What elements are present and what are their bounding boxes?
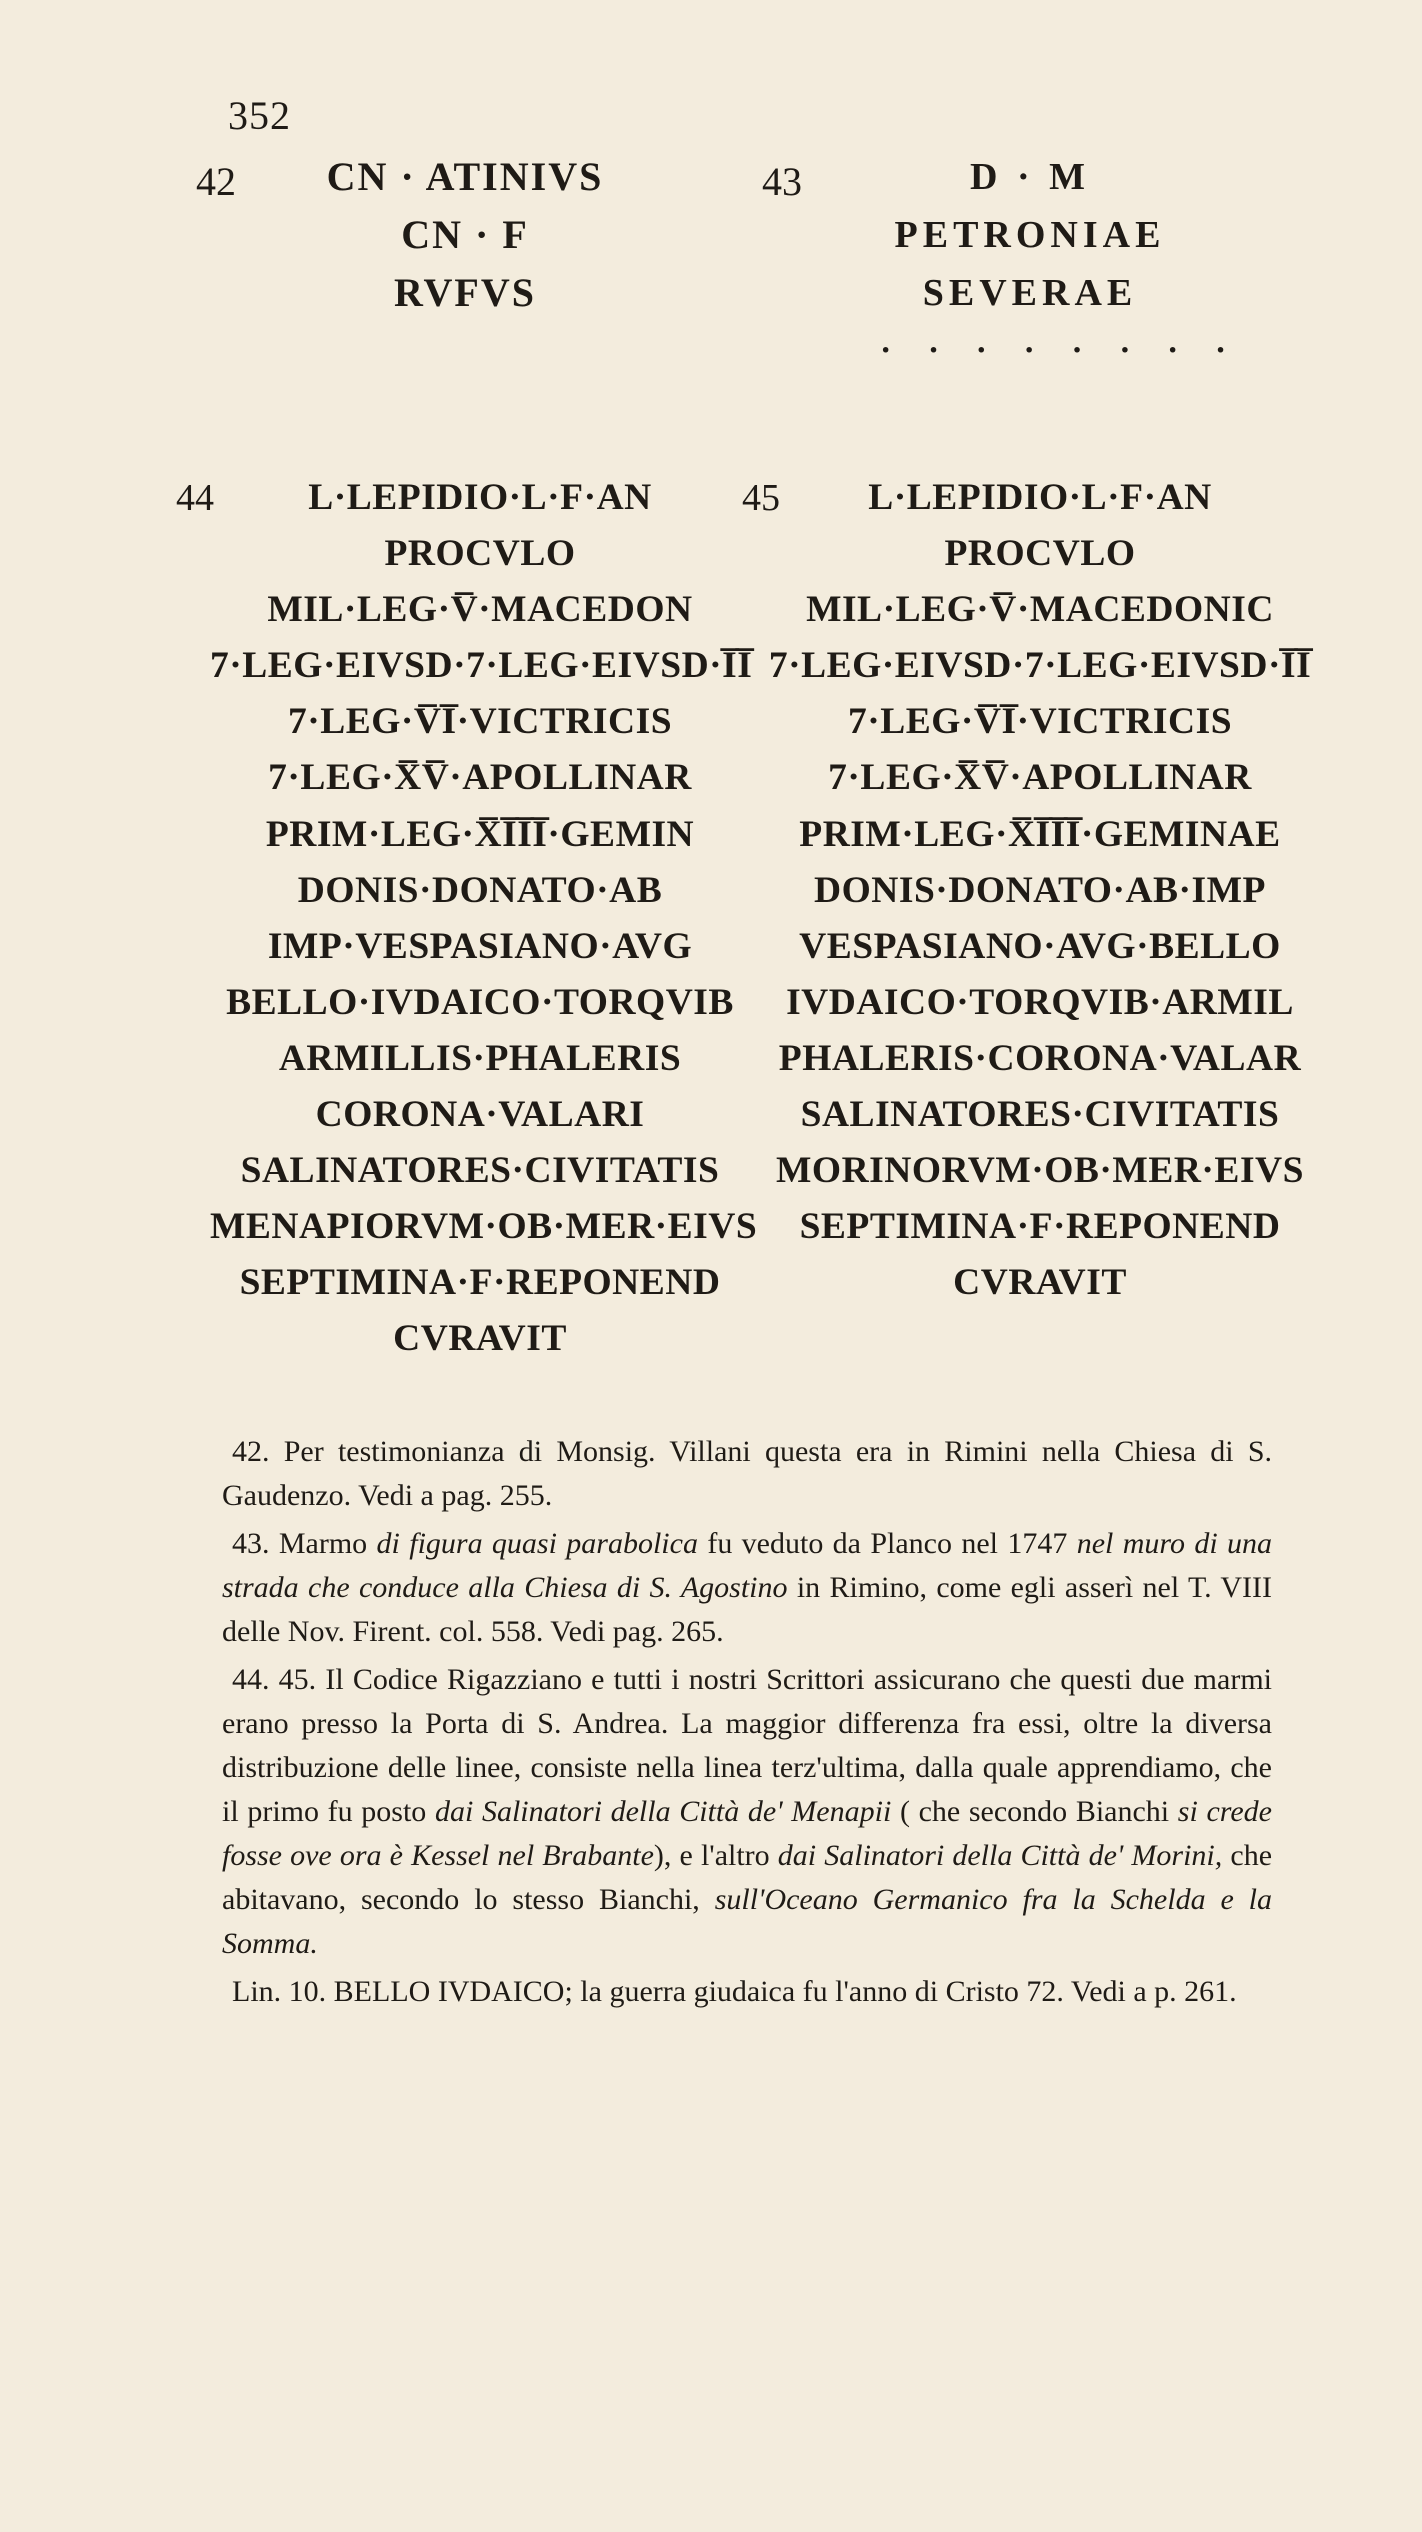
note-text: ( che secondo Bianchi: [899, 1795, 1170, 1828]
inscription-number-43: 43: [762, 159, 802, 204]
inscription-line: 7·LEG·V̅I̅·VICTRICIS: [287, 701, 673, 743]
note-43: [222, 1522, 1272, 1654]
inscription-line: IVDAICO·TORQVIB·ARMIL: [786, 981, 1294, 1023]
inscription-line: L·LEPIDIO·L·F·AN: [868, 477, 1212, 518]
note-text: ), e l'altro: [653, 1839, 770, 1872]
inscription-line: SALINATORES·CIVITATIS: [240, 1150, 720, 1192]
page-number: 352: [228, 93, 291, 138]
note-text: Per testimonianza di Monsig. Villani questa era in Rimini nella Chiesa di S. Gaudenzo. Vedi a pag. 255.: [222, 1435, 1273, 1512]
inscription-number-42: 42: [196, 159, 236, 204]
note-italic: di figura quasi parabolica: [376, 1527, 698, 1560]
inscription-line: SEPTIMINA·F·REPONEND: [799, 1206, 1281, 1248]
note-lead: 43.: [232, 1527, 270, 1560]
inscription-line: 7·LEG·X̅V̅·APOLLINAR: [828, 757, 1252, 799]
note-text: che abitavano, secondo lo stesso Bianchi,: [222, 1839, 1273, 1916]
inscription-line: CORONA·VALARI: [315, 1094, 645, 1136]
inscription-line: SEPTIMINA·F·REPONEND: [239, 1262, 721, 1304]
inscription-line: 7·LEG·V̅I̅·VICTRICIS: [847, 701, 1233, 743]
inscription-line: CVRAVIT: [393, 1318, 567, 1360]
inscription-line: D · M: [970, 156, 1090, 198]
inscription-45: [760, 470, 1320, 1311]
note-44-45: [222, 1658, 1272, 1966]
inscription-line: 7·LEG·EIVSD·7·LEG·EIVSD·I̅I̅: [210, 645, 753, 687]
inscription-line: PRIM·LEG·X̅I̅I̅I̅·GEMINAE: [799, 813, 1281, 855]
inscription-line: DONIS·DONATO·AB·IMP: [814, 869, 1266, 911]
note-42: [222, 1430, 1272, 1518]
inscription-line: CN · F: [401, 212, 529, 257]
inscription-line: MIL·LEG·V̅·MACEDONIC: [806, 589, 1274, 631]
note-italic: si crede fosse ove ora è Kessel nel Brabante: [222, 1795, 1272, 1872]
inscription-line: PHALERIS·CORONA·VALAR: [778, 1037, 1302, 1079]
inscription-line: ARMILLIS·PHALERIS: [278, 1037, 682, 1079]
commentary-notes: [222, 1430, 1272, 2018]
note-italic: dai Salinatori della Città de' Morini,: [777, 1839, 1223, 1872]
inscription-number-44: 44: [176, 477, 214, 519]
inscription-line: IMP·VESPASIANO·AVG: [267, 925, 693, 967]
inscription-line: PETRONIAE: [894, 214, 1166, 256]
inscription-43: [880, 148, 1241, 380]
inscription-line: CN · ATINIVS: [326, 154, 604, 199]
note-text: fu veduto da Planco nel 1747: [707, 1527, 1068, 1560]
note-lead: 42.: [232, 1435, 270, 1468]
inscription-line: SALINATORES·CIVITATIS: [800, 1094, 1280, 1136]
inscription-line: DONIS·DONATO·AB: [297, 869, 663, 911]
inscription-line: · · · · · · · ·: [880, 332, 1241, 369]
inscription-line: PROCVLO: [384, 533, 576, 575]
note-italic: sull'Oceano Germanico fra la Schelda e la Somma.: [222, 1883, 1272, 1960]
note-text: Marmo: [278, 1527, 368, 1560]
inscription-line: PRIM·LEG·X̅I̅I̅I̅·GEMIN: [265, 813, 695, 855]
note-lead: 44. 45.: [232, 1663, 317, 1696]
inscription-line: BELLO·IVDAICO·TORQVIB: [226, 981, 734, 1023]
note-line-10: [222, 1970, 1272, 2014]
inscription-42: [320, 148, 610, 322]
note-lead: Lin. 10.: [232, 1975, 327, 2008]
inscription-line: CVRAVIT: [953, 1262, 1127, 1304]
inscription-line: 7·LEG·X̅V̅·APOLLINAR: [268, 757, 692, 799]
inscription-line: SEVERAE: [922, 272, 1138, 314]
inscription-44: [210, 470, 758, 1368]
inscription-number-45: 45: [742, 477, 780, 519]
inscription-line: L·LEPIDIO·L·F·AN: [308, 477, 652, 518]
inscription-line: MORINORVM·OB·MER·EIVS: [776, 1150, 1304, 1192]
note-italic: dai Salinatori della Città de' Menapii: [434, 1795, 892, 1828]
inscription-line: MIL·LEG·V̅·MACEDON: [267, 589, 693, 631]
inscription-line: RVFVS: [394, 270, 536, 315]
inscription-line: 7·LEG·EIVSD·7·LEG·EIVSD·I̅I̅: [768, 645, 1312, 687]
note-text: in Rimino, come egli asserì nel T. VIII delle Nov. Firent. col. 558. Vedi pag. 265.: [222, 1571, 1272, 1648]
note-text: BELLO IVDAICO; la guerra giudaica fu l'anno di Cristo 72. Vedi a p. 261.: [333, 1975, 1237, 2008]
note-italic: nel muro di una strada che conduce alla Chiesa di S. Agostino: [222, 1527, 1273, 1604]
note-text: Il Codice Rigazziano e tutti i nostri Scrittori assicurano che questi due marmi erano presso la Porta di S. Andrea. La maggior differenza fra essi, oltre la diversa distribuzione delle linee, consiste nella linea terz'ultima, dalla quale apprendiamo, che il primo fu posto: [222, 1663, 1272, 1828]
inscription-line: VESPASIANO·AVG·BELLO: [799, 925, 1281, 967]
inscription-line: PROCVLO: [944, 533, 1136, 575]
inscription-line: MENAPIORVM·OB·MER·EIVS: [210, 1206, 758, 1248]
